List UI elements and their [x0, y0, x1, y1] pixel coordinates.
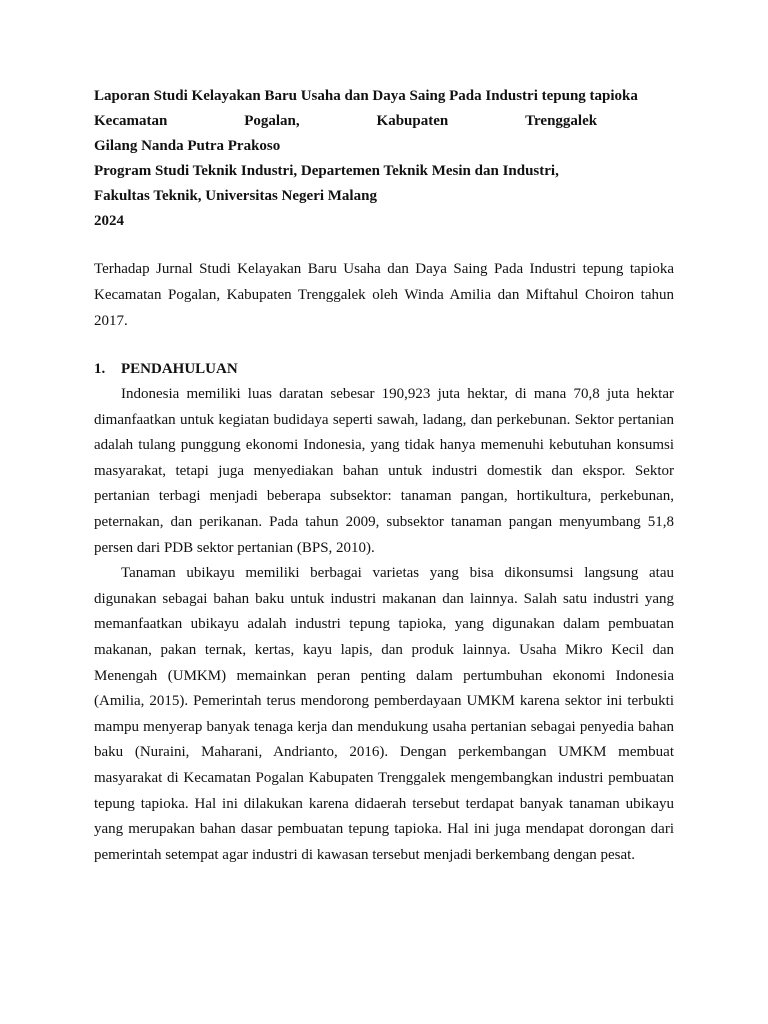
author-name: Gilang Nanda Putra Prakoso: [94, 138, 281, 154]
title-word: Pogalan,: [244, 113, 300, 129]
document-title-line-1: Laporan Studi Kelayakan Baru Usaha dan Daya Saing Pada Industri tepung tapioka: [94, 88, 638, 104]
document-title-line-2: [94, 109, 674, 134]
section-pendahuluan: [94, 357, 674, 868]
faculty-university: Fakultas Teknik, Universitas Negeri Malang: [94, 188, 377, 204]
title-word: Trenggalek: [525, 113, 598, 129]
title-word: Kabupaten: [376, 113, 449, 129]
document-year: 2024: [94, 213, 124, 229]
study-program: Program Studi Teknik Industri, Departemen Teknik Mesin dan Industri,: [94, 163, 559, 179]
document-header: [94, 84, 674, 234]
section-heading: [94, 357, 674, 382]
section-number: 1.: [94, 361, 106, 377]
body-paragraph: Tanaman ubikayu memiliki berbagai varietas yang bisa dikonsumsi langsung atau digunakan sebagai bahan baku untuk industri makanan dan lainnya. Salah satu industri yang memanfaatkan ubikayu adalah industri tepung tapioka, yang digunakan dalam pembuatan makanan, pakan ternak, kertas, kayu lapis, dan produk lainnya. Usaha Mikro Kecil dan Menengah (UMKM) memainkan peran penting dalam pertumbuhan ekonomi Indonesia (Amilia, 2015). Pemerintah terus mendorong pemberdayaan UMKM karena sektor ini terbukti mampu menyerap banyak tenaga kerja dan mendukung usaha pertanian sebagai penyedia bahan baku (Nuraini, Maharani, Andrianto, 2016). Dengan perkembangan UMKM membuat masyarakat di Kecamatan Pogalan Kabupaten Trenggalek mengembangkan industri pembuatan tepung tapioka. Hal ini dilakukan karena didaerah tersebut terdapat banyak tanaman ubikayu yang merupakan bahan dasar pembuatan tepung tapioka. Hal ini juga mendapat dorongan dari pemerintah setempat agar industri di kawasan tersebut menjadi berkembang dengan pesat.: [94, 565, 674, 863]
title-word: Kecamatan: [94, 113, 168, 129]
section-title: PENDAHULUAN: [121, 361, 238, 377]
body-paragraph: Indonesia memiliki luas daratan sebesar 190,923 juta hektar, di mana 70,8 juta hektar dimanfaatkan untuk kegiatan budidaya seperti sawah, ladang, dan perkebunan. Sektor pertanian adalah tulang punggung ekonomi Indonesia, yang tidak hanya memenuhi kebutuhan konsumsi masyarakat, tetapi juga menyediakan bahan untuk industri domestik dan ekspor. Sektor pertanian terbagi menjadi beberapa subsektor: tanaman pangan, hortikultura, perkebunan, peternakan, dan perikanan. Pada tahun 2009, subsektor tanaman pangan menyumbang 51,8 persen dari PDB sektor pertanian (BPS, 2010).: [94, 386, 674, 556]
document-page: [94, 84, 674, 868]
intro-paragraph: Terhadap Jurnal Studi Kelayakan Baru Usaha dan Daya Saing Pada Industri tepung tapioka Kecamatan Pogalan, Kabupaten Trenggalek oleh Winda Amilia dan Miftahul Choiron tahun 2017.: [94, 261, 674, 329]
